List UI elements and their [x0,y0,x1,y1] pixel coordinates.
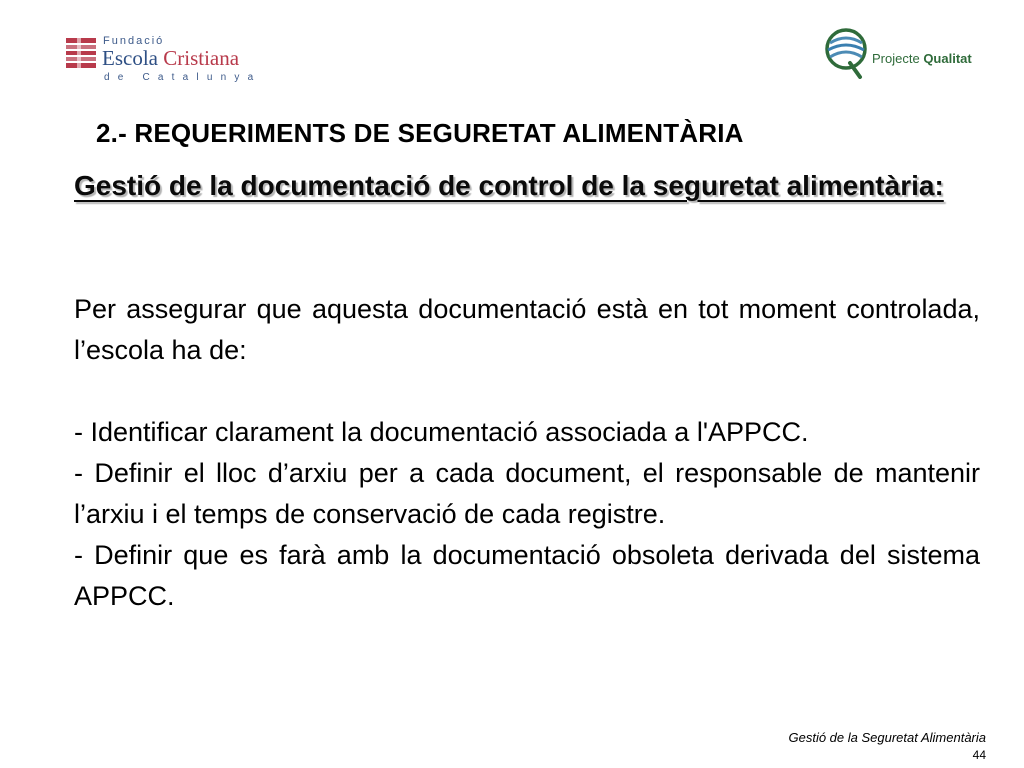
footer-title: Gestió de la Seguretat Alimentària [788,730,986,745]
projecte-qualitat-logo [824,27,984,83]
list-item: - Definir el lloc d’arxiu per a cada document, el responsable de mantenir l’arxiu i el temps de conservació de cada registre. [74,458,980,529]
intro-paragraph: Per assegurar que aquesta documentació està en tot moment controlada, l’escola ha de: [74,294,980,365]
fundacio-escola-cristiana-logo [66,34,266,86]
logo-line-escola-cristiana: Escola Cristiana [102,46,240,70]
page-number: 44 [972,748,986,762]
qualitat-q-globe-icon [824,27,870,79]
bullet-list [74,412,980,617]
section-heading: Gestió de la documentació de control de la seguretat alimentària: [74,170,944,201]
projecte-qualitat-wordmark: Projecte Qualitat [872,51,972,66]
slide-title: 2.- REQUERIMENTS DE SEGURETAT ALIMENTÀRIA [96,118,744,148]
escola-cristiana-emblem-icon [66,38,96,70]
logo-line-fundacio: Fundació [103,35,165,47]
list-item: - Identificar clarament la documentació associada a l'APPCC. [74,417,809,447]
list-item: - Definir que es farà amb la documentació obsoleta derivada del sistema APPCC. [74,540,980,611]
logo-line-de-catalunya: de Catalunya [104,72,262,83]
